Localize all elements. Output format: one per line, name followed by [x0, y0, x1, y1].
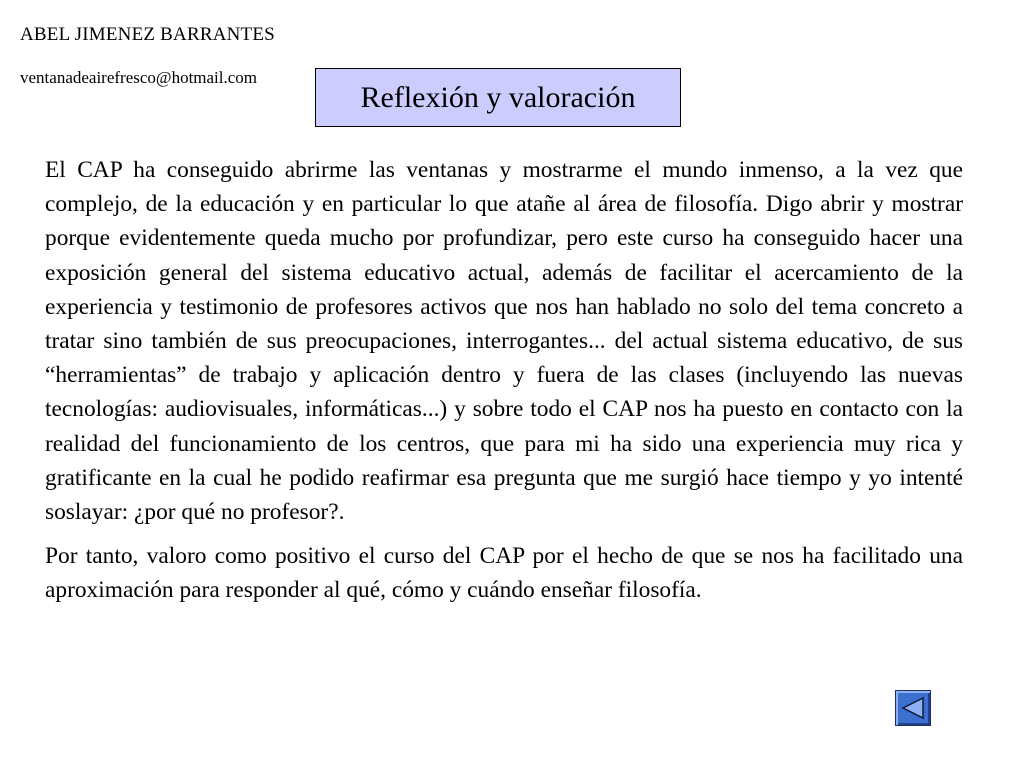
body-paragraph-2: Por tanto, valoro como positivo el curso del CAP por el hecho de que se nos ha facilitado una aproximación para responder al qué, cómo y cuándo enseñar filosofía. [45, 543, 963, 604]
slide-title-box [315, 68, 681, 127]
slide-title: Reflexión y valoración [360, 80, 636, 114]
triangle-left-icon [901, 696, 925, 720]
slide-body [45, 153, 963, 618]
previous-slide-button[interactable] [895, 690, 931, 726]
author-email: ventanadeairefresco@hotmail.com [20, 68, 258, 87]
author-name: ABEL JIMENEZ BARRANTES [20, 24, 275, 45]
body-paragraph-1: El CAP ha conseguido abrirme las ventanas y mostrarme el mundo inmenso, a la vez que complejo, de la educación y en particular lo que atañe al área de filosofía. Digo abrir y mostrar porque evidentemente queda mucho por profundizar, pero este curso ha conseguido hacer una exposición general del sistema educativo actual, además de facilitar el acercamiento de la experiencia y testimonio de profesores activos que nos han hablado no solo del tema concreto a tratar sino también de sus preocupaciones, interrogantes... del actual sistema educativo, de sus “herramientas” de trabajo y aplicación dentro y fuera de las clases (incluyendo las nuevas tecnologías: audiovisuales, informáticas...) y sobre todo el CAP nos ha puesto en contacto con la realidad del funcionamiento de los centros, que para mi ha sido una experiencia muy rica y gratificante en la cual he podido reafirmar esa pregunta que me surgió hace tiempo y yo intenté soslayar: ¿por qué no profesor?. [45, 157, 963, 526]
